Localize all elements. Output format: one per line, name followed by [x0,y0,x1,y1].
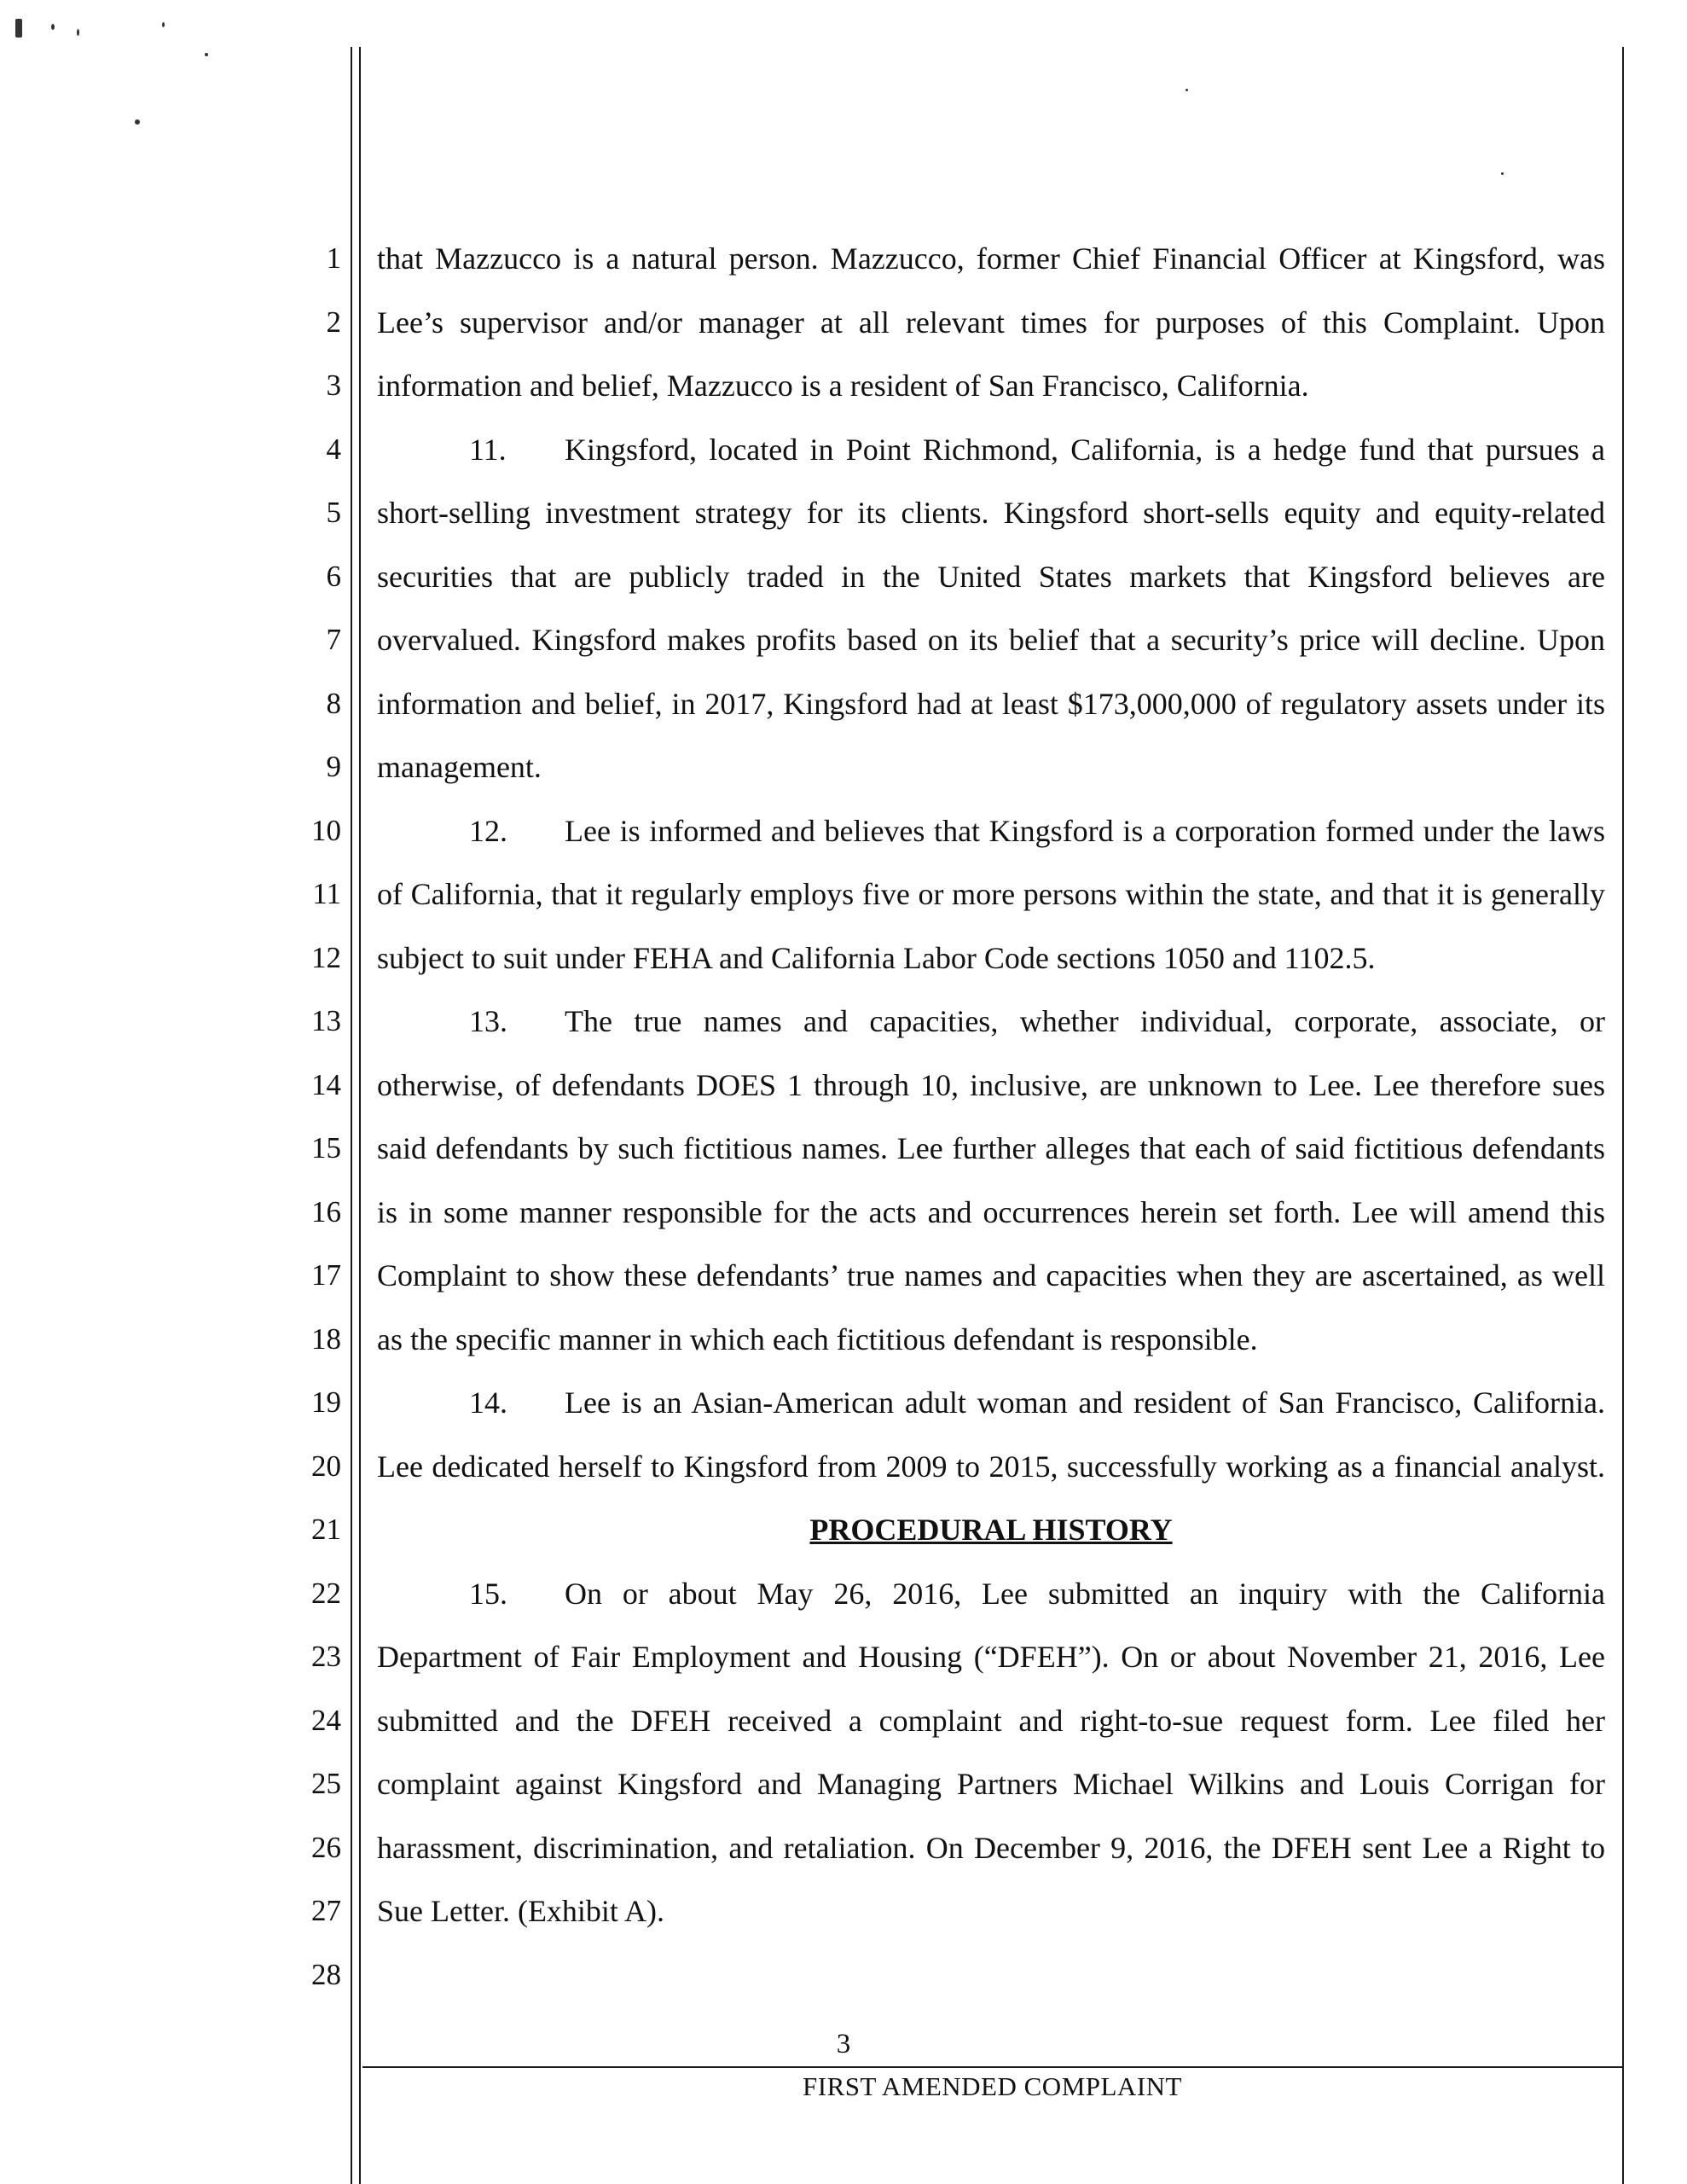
line-numbers [281,237,341,2017]
text-line: Lee’s supervisor and/or manager at all relevant times for purposes of this Complaint. Upon [377,305,1605,340]
line-number: 17 [311,1258,341,1292]
line-number: 25 [311,1767,341,1800]
paragraph-10-continued [377,237,1605,428]
left-margin-rule-inner [359,47,361,2184]
text-line-content: On or about May 26, 2016, Lee submitted an inquiry with the California [565,1576,1605,1611]
line-number: 11 [312,877,341,910]
footer-rule [362,2066,1622,2068]
paragraph-number: 12. [469,813,507,848]
paragraph-12 [377,810,1605,1001]
text-line [377,1381,1605,1445]
text-line: Complaint to show these defendants’ true names and capacities when they are ascertained, as well [377,1258,1605,1292]
line-number: 3 [326,369,341,402]
line-number: 26 [311,1830,341,1864]
scan-speck [77,29,79,36]
line-number: 5 [326,496,341,529]
line-number: 12 [311,940,341,974]
paragraph-number: 11. [469,432,507,467]
paragraph-number: 15. [469,1576,507,1611]
text-line-content: The true names and capacities, whether individual, corporate, associate, or [565,1004,1605,1038]
text-line-content: Lee is informed and believes that Kingsford is a corporation formed under the laws [565,813,1605,848]
text-line: said defendants by such fictitious names. Lee further alleges that each of said fictitious defendants [377,1131,1605,1165]
line-number: 24 [311,1703,341,1737]
line-number: 2 [326,305,341,339]
scan-speck [135,119,140,125]
text-line: management. [377,750,542,784]
text-line-content: Lee is an Asian-American adult woman and resident of San Francisco, California. [565,1385,1605,1420]
line-number: 28 [311,1957,341,1991]
scan-speck [1501,172,1504,175]
scan-speck [205,53,208,56]
right-margin-rule [1622,47,1624,2184]
line-number: 21 [311,1513,341,1546]
line-number: 8 [326,686,341,720]
line-number: 16 [311,1194,341,1228]
footer-title: FIRST AMENDED COMPLAINT [803,2071,1182,2101]
paragraph-number: 14. [469,1385,507,1420]
text-line: information and belief, in 2017, Kingsford had at least $173,000,000 of regulatory assets under its [377,686,1605,721]
text-line: subject to suit under FEHA and California Labor Code sections 1050 and 1102.5. [377,940,1376,975]
line-number: 20 [311,1449,341,1483]
text-line [377,810,1605,874]
line-number: 1 [326,241,341,275]
line-number: 23 [311,1640,341,1673]
text-line: submitted and the DFEH received a complaint and right-to-sue request form. Lee filed her [377,1703,1605,1738]
line-number: 18 [311,1321,341,1356]
line-number: 13 [311,1004,341,1037]
text-line: complaint against Kingsford and Managing Partners Michael Wilkins and Louis Corrigan for [377,1767,1605,1801]
text-line: harassment, discrimination, and retaliation. On December 9, 2016, the DFEH sent Lee a Right to [377,1830,1605,1865]
document-body [377,237,1605,1954]
line-number: 14 [311,1067,341,1101]
left-margin-rule [351,47,352,2184]
text-line: is in some manner responsible for the acts and occurrences herein set forth. Lee will amend this [377,1194,1605,1229]
line-number: 6 [326,559,341,593]
text-line [377,1000,1605,1064]
text-line: otherwise, of defendants DOES 1 through 10, inclusive, are unknown to Lee. Lee therefore sues [377,1067,1605,1102]
text-line: of California, that it regularly employs five or more persons within the state, and that it is generally [377,877,1605,911]
paragraph-11 [377,428,1605,810]
line-number: 10 [311,813,341,847]
line-number: 22 [311,1576,341,1610]
line-number: 27 [311,1894,341,1927]
line-number: 15 [311,1131,341,1165]
paragraph-15 [377,1572,1605,1954]
text-line: Sue Letter. (Exhibit A). [377,1894,664,1928]
text-line: short-selling investment strategy for its clients. Kingsford short-sells equity and equity-related [377,496,1605,530]
text-line: that Mazzucco is a natural person. Mazzucco, former Chief Financial Officer at Kingsford, was [377,241,1605,276]
text-line: Lee dedicated herself to Kingsford from 2009 to 2015, successfully working as a financial analyst. [377,1449,1605,1484]
text-line-content: Kingsford, located in Point Richmond, California, is a hedge fund that pursues a [565,432,1605,467]
line-number: 4 [326,432,341,466]
line-number: 9 [326,750,341,783]
text-line: information and belief, Mazzucco is a resident of San Francisco, California. [377,369,1309,403]
scan-speck [51,24,55,30]
text-line [377,428,1605,492]
page-number: 3 [836,2029,851,2059]
text-line: Department of Fair Employment and Housing (“DFEH”). On or about November 21, 2016, Lee [377,1640,1605,1674]
paragraph-13 [377,1000,1605,1381]
line-number: 7 [326,623,341,656]
line-number: 19 [311,1385,341,1419]
paragraph-number: 13. [469,1004,507,1038]
paragraph-14 [377,1381,1605,1508]
text-line: as the specific manner in which each fictitious defendant is responsible. [377,1321,1258,1356]
scan-speck [1186,89,1188,91]
scan-speck [162,22,165,27]
section-heading: PROCEDURAL HISTORY [809,1513,1173,1547]
text-line: securities that are publicly traded in the United States markets that Kingsford believes are [377,559,1605,594]
text-line: overvalued. Kingsford makes profits based on its belief that a security’s price will decline. Upon [377,623,1605,657]
scan-speck [15,19,22,38]
text-line [377,1572,1605,1636]
